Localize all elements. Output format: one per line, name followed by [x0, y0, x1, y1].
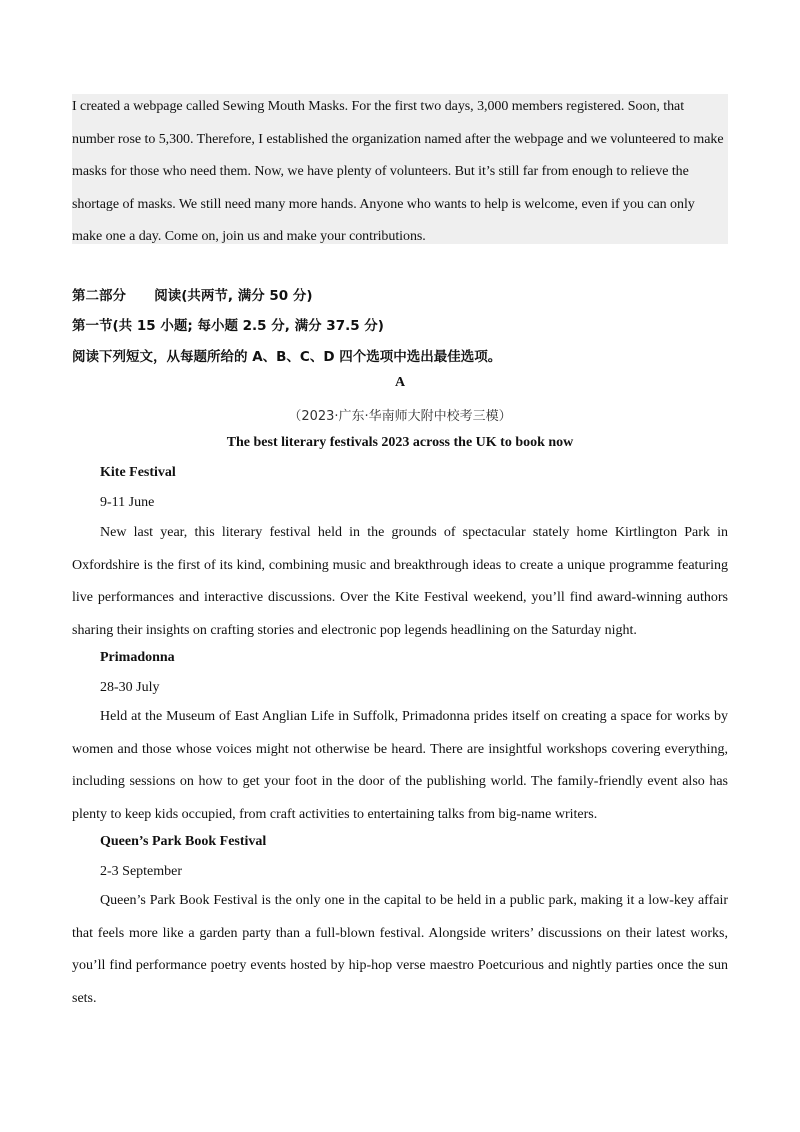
festival-description: New last year, this literary festival held in the grounds of spectacular stately home Kirtlington Park in Oxfordshire is the first of its kind, combining music and breakthrough ideas to create a unique programme featuring live performances and interactive discussions. Over the Kite Festival weekend, you’ll find award-winning authors sharing their insights on crafting stories and electronic pop legends headlining on the Saturday night. — [72, 525, 728, 638]
festival-name: Primadonna — [100, 650, 175, 665]
passage-letter: A — [394, 375, 406, 390]
passage-source: （2023·广东·华南师大附中校考三模） — [288, 409, 512, 424]
festival-date: 9-11 June — [100, 495, 155, 510]
instruction: 阅读下列短文，从每题所给的 A、B、C、D 四个选项中选出最佳选项。 — [72, 349, 502, 365]
festival-name: Kite Festival — [100, 465, 176, 480]
festival-description: Held at the Museum of East Anglian Life in Suffolk, Primadonna prides itself on creating a space for works by women and those whose voices might not otherwise be heard. There are insightful workshops covering everything, including sessions on how to get your foot in the door of the publishing world. The family-friendly event also has plenty to keep kids occupied, from craft activities to entertaining talks from big-name writers. — [72, 709, 728, 822]
part-heading — [72, 284, 313, 304]
festival-name: Queen’s Park Book Festival — [100, 834, 267, 849]
passage-title: The best literary festivals 2023 across the UK to book now — [226, 435, 574, 450]
festival-date: 2-3 September — [100, 864, 183, 879]
festival-date: 28-30 July — [100, 680, 160, 695]
section-heading: 第一节(共 15 小题; 每小题 2.5 分, 满分 37.5 分) — [72, 318, 384, 334]
festival-description: Queen’s Park Book Festival is the only one in the capital to be held in a public park, making it a low-key affair that feels more like a garden party than a full-blown festival. Alongside writers’ discussions on their latest works, you’ll find performance poetry events hosted by hip-hop verse maestro Poetcurious and nightly parties once the sun sets. — [72, 893, 728, 1006]
shaded-text-box — [72, 94, 728, 244]
intro-paragraph: I created a webpage called Sewing Mouth Masks. For the first two days, 3,000 members registered. Soon, that number rose to 5,300. Therefore, I established the organization named after the webpage and we volunteered to make masks for those who need them. Now, we have plenty of volunteers. But it’s still far from enough to relieve the shortage of masks. We still need many more hands. Anyone who wants to help is welcome, even if you can only make one a day. Come on, join us and make your contributions. — [72, 99, 724, 245]
part-heading-title: 阅读(共两节, 满分 50 分) — [154, 288, 313, 304]
part-heading-label: 第二部分 — [72, 288, 126, 304]
